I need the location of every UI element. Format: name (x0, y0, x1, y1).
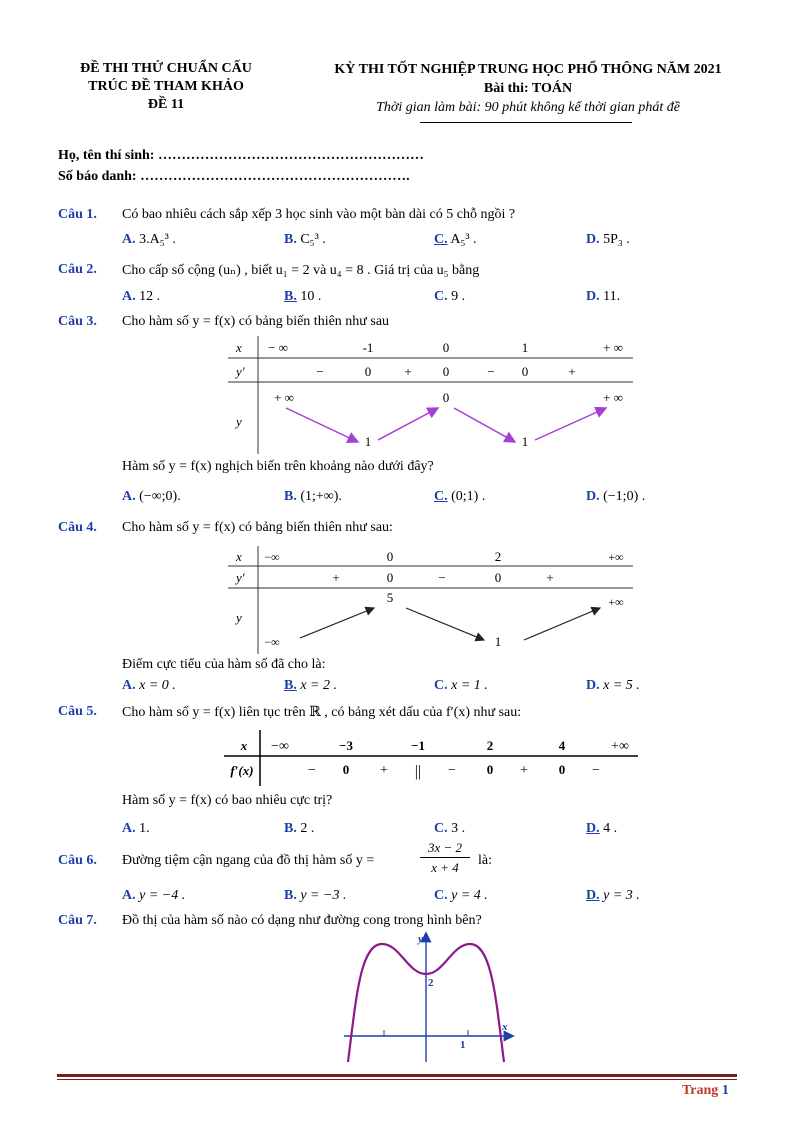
q2-option-d (586, 289, 620, 305)
t5-x-1: −3 (339, 738, 353, 753)
option-text: (−1;0) . (603, 489, 646, 504)
question-1-text: Có bao nhiêu cách sắp xếp 3 học sinh vào một bàn dài có 5 chỗ ngồi ? (122, 207, 516, 222)
t4-x-label: x (236, 549, 242, 564)
option-label: C. (434, 678, 448, 693)
t4-y-1: 5 (386, 590, 394, 605)
t4-sign-1: 0 (386, 570, 394, 585)
t3-sign-1: 0 (364, 364, 372, 379)
q2-option-b (284, 289, 321, 305)
t3-sign-2: + (404, 364, 412, 379)
option-text: x = 5 . (603, 678, 640, 693)
option-text: (0;1) . (451, 489, 486, 504)
option-label: C. (434, 232, 448, 247)
option-label: D. (586, 678, 600, 693)
q3-option-d (586, 489, 645, 505)
option-text: y = 4 . (451, 888, 488, 903)
question-2-text: Cho cấp số cộng (uₙ) , biết u₁ = 2 và u₄ = 8 . Giá trị của u₅ bằng (122, 263, 480, 278)
t3-yp-label: y′ (236, 364, 245, 379)
option-label: A. (122, 232, 136, 247)
header-left-line3: ĐỀ 11 (147, 97, 185, 112)
t5-x-3: 2 (486, 738, 494, 753)
t5-sign-0: − (308, 763, 316, 778)
fraction-denominator: x + 4 (431, 860, 459, 875)
q5-option-a (122, 821, 150, 837)
option-label: C. (434, 289, 448, 304)
t4-arrow-up-1 (300, 608, 374, 638)
option-text: y = 3 . (603, 888, 640, 903)
t3-y-2: 0 (442, 390, 450, 405)
student-name-label: Họ, tên thí sinh: ………………………………………………… (58, 148, 424, 163)
t5-x-4: 4 (558, 738, 566, 753)
q2-option-c (434, 289, 465, 305)
option-text: A₅³ . (450, 232, 477, 247)
question-4-text: Cho hàm số y = f(x) có bảng biến thiên như sau: (122, 520, 393, 535)
option-text: x = 0 . (139, 678, 176, 693)
t4-y-label: y (236, 610, 242, 625)
option-label: B. (284, 232, 297, 247)
question-6-text-after: là: (478, 853, 492, 868)
option-label: B. (284, 888, 297, 903)
q4-option-d (586, 678, 640, 694)
t5-sign-2: + (380, 763, 388, 778)
t3-x-4: + ∞ (603, 340, 623, 355)
q2-option-a (122, 289, 160, 305)
q5-option-d (586, 821, 617, 837)
question-1-number: Câu 1. (58, 207, 97, 222)
option-label: A. (122, 289, 136, 304)
option-text: 11. (603, 289, 621, 304)
option-text: 9 . (451, 289, 466, 304)
t3-y-1: 1 (364, 434, 372, 449)
t5-x-5: +∞ (611, 739, 629, 754)
question-3-number: Câu 3. (58, 314, 97, 329)
t3-sign-5: 0 (521, 364, 529, 379)
q4-option-c (434, 678, 488, 694)
question-6-number: Câu 6. (58, 853, 97, 868)
t3-x-3: 1 (521, 340, 529, 355)
header-left (60, 60, 272, 114)
footer-page-word: Trang (682, 1083, 719, 1098)
t4-arrow-up-2 (524, 608, 600, 640)
option-label: A. (122, 888, 136, 903)
question-7-number: Câu 7. (58, 913, 97, 928)
t3-x-0: − ∞ (268, 340, 288, 355)
option-text: 2 . (300, 821, 315, 836)
t5-x-label: x (240, 738, 248, 753)
t3-y-0: + ∞ (274, 390, 294, 405)
t5-sign-4: − (448, 763, 456, 778)
question-2-number: Câu 2. (58, 262, 97, 277)
q1-option-b (284, 232, 326, 248)
t3-sign-4: − (487, 364, 495, 379)
header-underline (420, 122, 632, 123)
graph-q7 (336, 930, 522, 1066)
option-label: B. (284, 678, 297, 693)
t5-sign-8: − (592, 763, 600, 778)
option-label: D. (586, 489, 600, 504)
option-label: D. (586, 821, 600, 836)
t4-sign-0: + (332, 570, 340, 585)
option-text: (−∞;0). (139, 489, 181, 504)
footer-rule-thick (57, 1074, 737, 1077)
option-label: D. (586, 232, 600, 247)
q1-option-a (122, 232, 176, 248)
t3-arrow-up-2 (535, 408, 606, 440)
footer-rule-thin (57, 1079, 737, 1080)
t4-sign-2: − (438, 570, 446, 585)
question-5-text: Cho hàm số y = f(x) liên tục trên ℝ , có bảng xét dấu của f′(x) như sau: (122, 705, 522, 720)
option-text: y = −3 . (300, 888, 347, 903)
t3-sign-6: + (568, 364, 576, 379)
option-text: x = 1 . (451, 678, 488, 693)
t4-y-0: −∞ (264, 635, 280, 649)
graph-y-label: y (418, 933, 423, 945)
question-7-text: Đồ thị của hàm số nào có dạng như đường cong trong hình bên? (122, 913, 482, 928)
q4-option-a (122, 678, 176, 694)
student-id-label: Số báo danh: …………………………………………………. (58, 169, 410, 184)
t4-yp-label: y′ (236, 570, 245, 585)
question-4-after: Điểm cực tiểu của hàm số đã cho là: (122, 657, 326, 672)
t4-sign-4: + (546, 570, 554, 585)
option-text: y = −4 . (139, 888, 186, 903)
question-6-text-before: Đường tiệm cận ngang của đồ thị hàm số y = (122, 853, 375, 868)
t3-x-label: x (236, 340, 242, 355)
question-5-number: Câu 5. (58, 704, 97, 719)
header-right-line1: KỲ THI TỐT NGHIỆP TRUNG HỌC PHỔ THÔNG NĂM 2021 (334, 62, 722, 77)
question-6-fraction (420, 840, 470, 876)
t3-arrow-up-1 (378, 408, 438, 440)
q3-option-c (434, 489, 485, 505)
t5-x-0: −∞ (271, 739, 289, 754)
question-4-number: Câu 4. (58, 520, 97, 535)
option-label: D. (586, 289, 600, 304)
q6-option-d (586, 888, 640, 904)
option-label: B. (284, 489, 297, 504)
t3-y-3: 1 (521, 434, 529, 449)
header-right (298, 60, 758, 117)
option-text: 3 . (451, 821, 466, 836)
t4-x-2: 2 (494, 549, 502, 564)
header-left-line1: ĐỀ THI THỬ CHUẨN CẤU (80, 61, 252, 76)
t3-x-2: 0 (442, 340, 450, 355)
option-text: 12 . (139, 289, 161, 304)
q1-option-d (586, 232, 630, 248)
option-label: B. (284, 289, 297, 304)
q3-option-a (122, 489, 181, 505)
t3-arrow-down-2 (454, 408, 515, 442)
t3-x-1: -1 (362, 340, 374, 355)
graph-x-label: x (502, 1021, 508, 1033)
t3-sign-3: 0 (442, 364, 450, 379)
header-right-line2: Bài thi: TOÁN (483, 81, 573, 96)
option-text: C₅³ . (300, 232, 326, 247)
t4-arrow-down-1 (406, 608, 484, 640)
footer-page (682, 1083, 729, 1099)
t4-y-2: 1 (494, 634, 502, 649)
t5-sign-6: + (520, 763, 528, 778)
t5-sign-7: 0 (558, 762, 566, 777)
q6-option-b (284, 888, 346, 904)
option-label: A. (122, 678, 136, 693)
question-5-after: Hàm số y = f(x) có bao nhiêu cực trị? (122, 793, 333, 808)
t4-x-0: −∞ (264, 550, 280, 564)
option-label: B. (284, 821, 297, 836)
sign-table-q5 (224, 730, 638, 786)
option-label: C. (434, 489, 448, 504)
option-text: 10 . (300, 289, 322, 304)
q4-option-b (284, 678, 337, 694)
t4-x-1: 0 (386, 549, 394, 564)
t4-x-3: +∞ (608, 550, 624, 564)
t3-y-4: + ∞ (603, 390, 623, 405)
graph-y-mark: 2 (428, 977, 434, 989)
t4-y-3: +∞ (608, 595, 624, 609)
fraction-numerator: 3x − 2 (420, 840, 470, 858)
option-label: D. (586, 888, 600, 903)
option-text: x = 2 . (300, 678, 338, 693)
graph-x-mark: 1 (460, 1039, 466, 1051)
header-left-line2: TRÚC ĐỀ THAM KHẢO (88, 79, 244, 94)
q6-option-a (122, 888, 185, 904)
t5-sign-1: 0 (342, 762, 350, 777)
q6-option-c (434, 888, 488, 904)
q3-option-b (284, 489, 342, 505)
option-text: 1. (139, 821, 150, 836)
t5-sign-3: || (414, 763, 422, 780)
q5-option-b (284, 821, 314, 837)
question-3-text: Cho hàm số y = f(x) có bảng biến thiên như sau (122, 314, 390, 329)
t5-x-2: −1 (411, 738, 425, 753)
q5-option-c (434, 821, 465, 837)
question-3-after: Hàm số y = f(x) nghịch biến trên khoảng nào dưới đây? (122, 459, 434, 474)
t3-arrow-down-1 (286, 408, 358, 442)
t5-sign-5: 0 (486, 762, 494, 777)
option-label: C. (434, 888, 448, 903)
t3-sign-0: − (316, 364, 324, 379)
t4-sign-3: 0 (494, 570, 502, 585)
option-label: C. (434, 821, 448, 836)
option-text: 4 . (603, 821, 618, 836)
option-label: A. (122, 489, 136, 504)
option-text: 3.A₅³ . (139, 232, 176, 247)
footer-page-number: 1 (721, 1083, 729, 1098)
option-label: A. (122, 821, 136, 836)
option-text: (1;+∞). (300, 489, 342, 504)
variation-table-q3 (228, 336, 633, 454)
t5-fp-label: f′(x) (230, 763, 254, 778)
t3-y-label: y (236, 414, 242, 429)
header-right-line3: Thời gian làm bài: 90 phút không kể thời gian phát đề (376, 100, 680, 115)
option-text: 5P₃ . (603, 232, 630, 247)
variation-table-q4 (228, 546, 633, 654)
q1-option-c (434, 232, 477, 248)
